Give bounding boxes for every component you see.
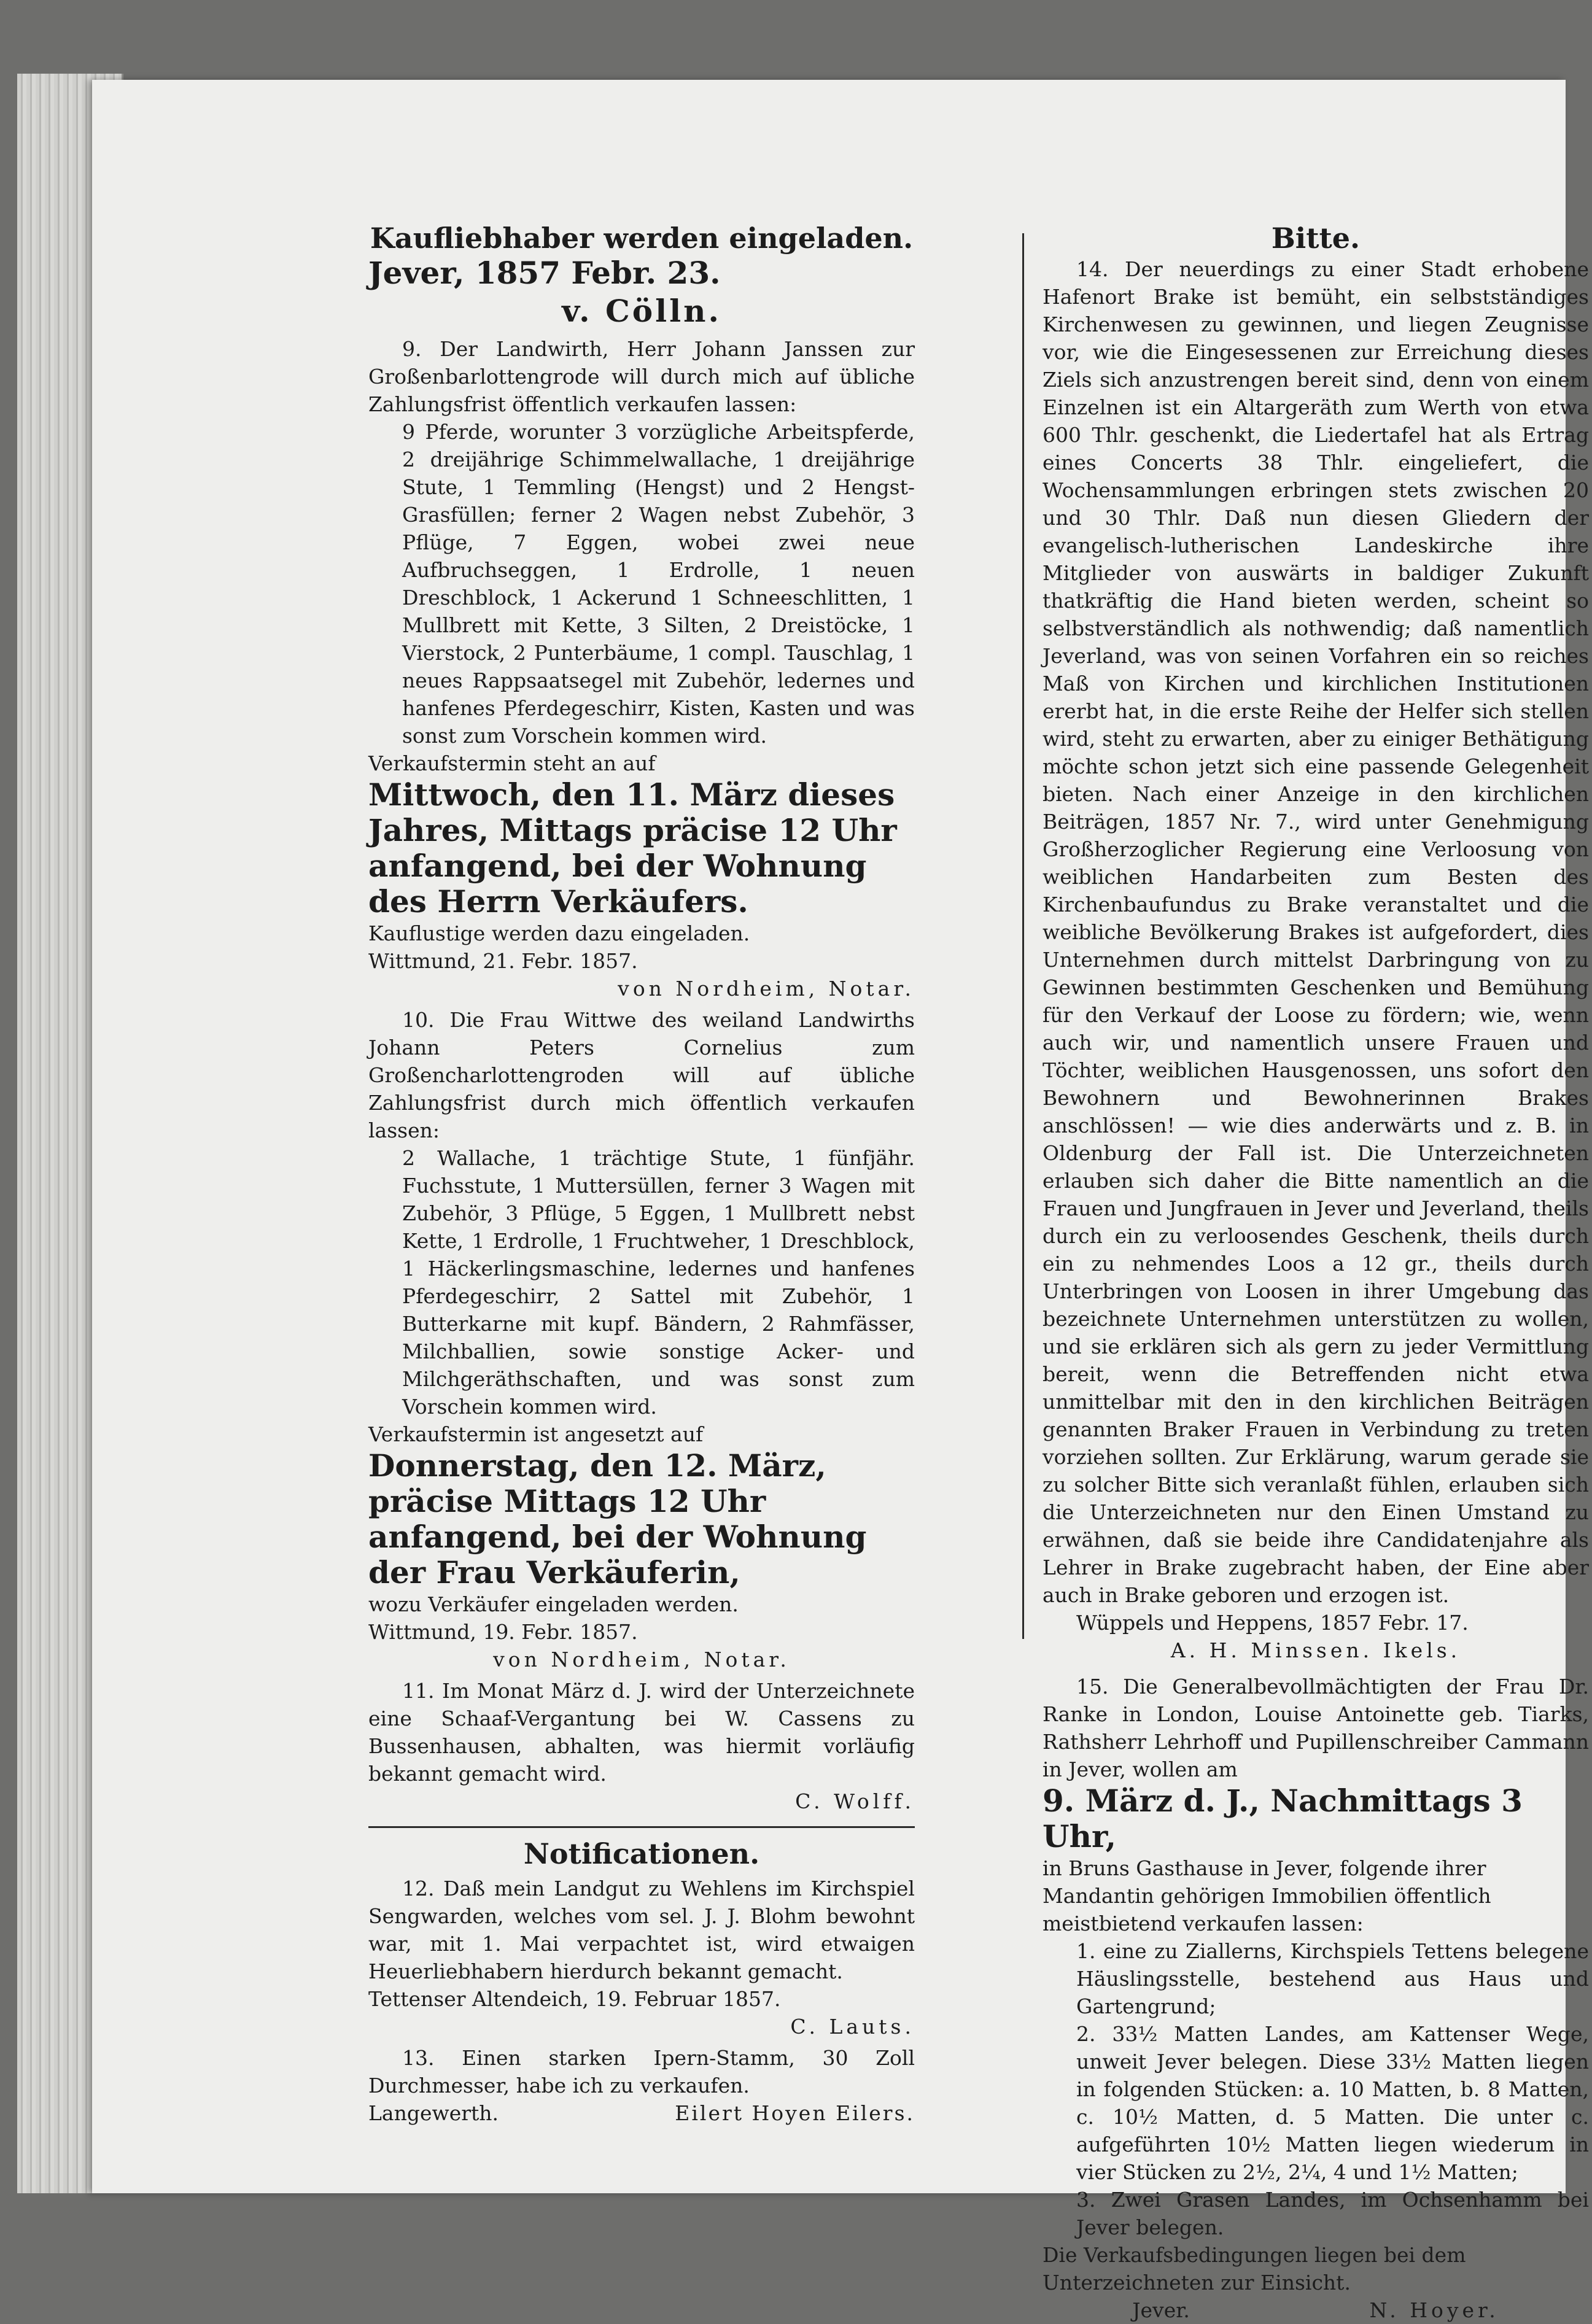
notice-15-list-2: 2. 33½ Matten Landes, am Kattenser Wege, unweit Jever belegen. Diese 33½ Matten liegen in folgenden Stücken: a. 10 Matten, b. 8 Matten, c. 10½ Matten, d. 5 Matten. Die unter c. aufgeführten 10½ Matten liegen wiederum in vier Stücken zu 2½, 2¼, 4 und 1½ Matten; bbox=[1076, 2022, 1589, 2184]
notice-9-termin: Mittwoch, den 11. März dieses Jahres, Mittags präcise 12 Uhr anfangend, bei der Wohnung des Herrn Verkäufers. bbox=[368, 777, 897, 920]
notice-12-place-date: Tettenser Altendeich, 19. Februar 1857. bbox=[368, 1987, 781, 2011]
notice-11-signature: C. Wolff. bbox=[795, 1789, 915, 1813]
notice-14-signature: A. H. Minssen. Ikels. bbox=[1170, 1638, 1461, 1662]
notice-9-signature: von Nordheim, Notar. bbox=[618, 977, 915, 1001]
notice-9-place-date: Wittmund, 21. Febr. 1857. bbox=[368, 949, 638, 973]
notice-13-place: Langewerth. bbox=[368, 2101, 499, 2125]
notice-15-place: Jever. bbox=[1132, 2298, 1190, 2322]
notice-15-text: 15. Die Generalbevollmächtigten der Frau Dr. Ranke in London, Louise Antoinette geb. Tiarks, Rathsherr Lehrhoff und Pupillenschreiber Cammann in Jever, wollen am bbox=[1043, 1675, 1589, 1781]
notice-10-termin-intro: Verkaufstermin ist angesetzt auf bbox=[368, 1422, 704, 1446]
intro-signature: v. Cölln. bbox=[562, 293, 721, 329]
notice-15-list-3: 3. Zwei Grasen Landes, im Ochsenhamm bei Jever belegen. bbox=[1076, 2188, 1589, 2239]
left-column bbox=[368, 221, 915, 2127]
notice-15-closing: Die Verkaufsbedingungen liegen bei dem Unterzeichneten zur Einsicht. bbox=[1043, 2243, 1466, 2295]
notice-15-list-1: 1. eine zu Ziallerns, Kirchspiels Tettens belegene Häuslingsstelle, bestehend aus Haus und Gartengrund; bbox=[1076, 1939, 1589, 2018]
notice-10-invite: wozu Verkäufer eingeladen werden. bbox=[368, 1592, 739, 1616]
notice-13-text: 13. Einen starken Ipern-Stamm, 30 Zoll Durchmesser, habe ich zu verkaufen. bbox=[368, 2046, 915, 2097]
notice-14-text: 14. Der neuerdings zu einer Stadt erhobene Hafenort Brake ist bemüht, ein selbstständiges Kirchenwesen zu gewinnen, und liegen Zeugnisse vor, wie die Eingesessenen zur Erreichung dieses Ziels sich anzustrengen bereit sind, denn von einem Einzelnen ist ein Altargeräth zum Werth von etwa 600 Thlr. geschenkt, die Liedertafel hat als Ertrag eines Concerts 38 Thlr. eingeliefert, die Wochensammlungen erbringen stets zwischen 20 und 30 Thlr. Daß nun diesen Gliedern der evangelisch-lutherischen Landeskirche ihre Mitglieder von auswärts in baldiger Zukunft thatkräftig die Hand bieten werden, scheint so selbstverständlich als nothwendig; daß namentlich Jeverland, was von seinen Vorfahren ein so reiches Maß von Kirchen und kirchlichen Institutionen ererbt hat, in die erste Reihe der Helfer sich stellen wird, steht zu erwarten, aber zu einiger Bethätigung möchte schon jetzt sich eine passende Gelegenheit bieten. Nach einer Anzeige in den kirchlichen Beiträgen, 1857 Nr. 7., wird unter Genehmigung Großherzoglicher Regierung eine Verloosung von weiblichen Handarbeiten zum Besten des Kirchenbaufundus zu Brake veranstaltet und die weibliche Bevölkerung Brakes ist aufgefordert, dies Unternehmen durch mittelst Darbringung von zu Gewinnen bestimmten Geschenken und Bemühung für den Verkauf der Loose zu fördern; wie, wenn auch wir, und namentlich unsere Frauen und Töchter, weiblichen Hausgenossen, uns sofort den Bewohnern und Bewohnerinnen Brakes anschlössen! — wie dies anderwärts und z. B. in Oldenburg der Fall ist. Die Unterzeichneten erlauben sich daher die Bitte namentlich an die Frauen und Jungfrauen in Jever und Jeverland, theils durch ein zu verloosendes Geschenk, theils durch ein zu nehmendes Loos a 12 gr., theils durch Unterbringen von Loosen in ihrer Umgebung das bezeichnete Unternehmen unterstützen zu wollen, und sie erklären sich als gern zu jeder Vermittlung bereit, wenn die Betreffenden nicht etwa unmittelbar mit den in den kirchlichen Beiträgen genannten Braker Frauen in Verbindung zu treten vorziehen sollten. Zur Erklärung, warum gerade sie zu solcher Bitte sich veranlaßt fühlen, erlauben sich die Unterzeichneten nur den Einen Umstand zu erwähnen, daß sie beide ihre Candidatenjahre als Lehrer in Brake zugebracht haben, der Eine aber auch in Brake geboren und erzogen ist. bbox=[1043, 257, 1589, 1607]
right-column bbox=[1043, 221, 1589, 2324]
intro-heading: Kaufliebhaber werden eingeladen. bbox=[370, 222, 914, 255]
notice-10 bbox=[368, 1006, 915, 1673]
notice-10-list: 2 Wallache, 1 trächtige Stute, 1 fünfjähr. Fuchsstute, 1 Muttersüllen, ferner 3 Wagen mit Zubehör, 3 Pflüge, 5 Eggen, 1 Mullbrett nebst Kette, 1 Erdrolle, 1 Fruchtweher, 1 Dreschblock, 1 Häckerlingsmaschine, ledernes und hanfenes Pferdegeschirr, 2 Sattel mit Zubehör, 1 Butterkarne mit kupf. Bändern, 2 Rahmfässer, Milchballien, sowie sonstige Acker- und Milchgeräthschaften, und was sonst zum Vorschein kommen wird. bbox=[402, 1146, 915, 1419]
notice-13 bbox=[368, 2044, 915, 2127]
notice-9-text: 9. Der Landwirth, Herr Johann Janssen zur Großenbarlottengrode will durch mich auf übliche Zahlungsfrist öffentlich verkaufen lassen: bbox=[368, 337, 915, 416]
intro-date: Jever, 1857 Febr. 23. bbox=[368, 255, 721, 291]
notice-10-text: 10. Die Frau Wittwe des weiland Landwirths Johann Peters Cornelius zum Großencharlottengroden will auf übliche Zahlungsfrist durch mich öffentlich verkaufen lassen: bbox=[368, 1008, 915, 1142]
section-divider bbox=[368, 1826, 915, 1828]
notice-13-signature: Eilert Hoyen Eilers. bbox=[675, 2101, 915, 2125]
notice-15-text2: in Bruns Gasthause in Jever, folgende ihrer Mandantin gehörigen Immobilien öffentlich meistbietend verkaufen lassen: bbox=[1043, 1856, 1491, 1935]
notice-14-place-date: Wüppels und Heppens, 1857 Febr. 17. bbox=[1076, 1611, 1469, 1635]
notice-14 bbox=[1043, 255, 1589, 1664]
notice-9-invite: Kauflustige werden dazu eingeladen. bbox=[368, 921, 750, 945]
notice-11-text: 11. Im Monat März d. J. wird der Unterzeichnete eine Schaaf-Vergantung bei W. Cassens zu Bussenhausen, abhalten, was hiermit vorläufig bekannt gemacht wird. bbox=[368, 1679, 915, 1786]
notifications-heading: Notificationen. bbox=[523, 1837, 760, 1870]
notice-11 bbox=[368, 1677, 915, 1815]
bitte-heading: Bitte. bbox=[1271, 222, 1361, 255]
notice-9 bbox=[368, 335, 915, 1002]
notice-15-date: 9. März d. J., Nachmittags 3 Uhr, bbox=[1043, 1783, 1523, 1854]
notice-13-footer bbox=[368, 2099, 915, 2127]
notice-9-list: 9 Pferde, worunter 3 vorzügliche Arbeitspferde, 2 dreijährige Schimmelwallache, 1 dreijährige Stute, 1 Temmling (Hengst) und 2 Hengst-Grasfüllen; ferner 2 Wagen nebst Zubehör, 3 Pflüge, 7 Eggen, wobei zwei neue Aufbruchseggen, 1 Erdrolle, 1 neuen Dreschblock, 1 Ackerund 1 Schneeschlitten, 1 Mullbrett mit Kette, 3 Silten, 2 Dreistöcke, 1 Vierstock, 2 Punterbäume, 1 compl. Tauschlag, 1 neues Rappsaatsegel mit Zubehör, ledernes und hanfenes Pferdegeschirr, Kisten, Kasten und was sonst zum Vorschein kommen wird. bbox=[402, 420, 915, 748]
notice-12-text: 12. Daß mein Landgut zu Wehlens im Kirchspiel Sengwarden, welches vom sel. J. J. Blohm bewohnt war, mit 1. Mai verpachtet ist, wird etwaigen Heuerliebhabern hierdurch bekannt gemacht. bbox=[368, 1877, 915, 1983]
notice-12-signature: C. Lauts. bbox=[790, 2015, 915, 2039]
notice-10-termin: Donnerstag, den 12. März, präcise Mittags 12 Uhr anfangend, bei der Wohnung der Frau Verkäuferin, bbox=[368, 1447, 867, 1590]
column-divider bbox=[1022, 233, 1024, 1639]
notice-9-termin-intro: Verkaufstermin steht an auf bbox=[368, 751, 656, 775]
notice-15-signature: N. Hoyer. bbox=[1369, 2298, 1499, 2322]
notice-10-signature: von Nordheim, Notar. bbox=[493, 1648, 790, 1671]
notice-12 bbox=[368, 1875, 915, 2040]
newspaper-page bbox=[92, 80, 1589, 2322]
notice-15 bbox=[1043, 1673, 1589, 2324]
notice-15-footer bbox=[1043, 2296, 1589, 2324]
notice-10-place-date: Wittmund, 19. Febr. 1857. bbox=[368, 1620, 638, 1644]
